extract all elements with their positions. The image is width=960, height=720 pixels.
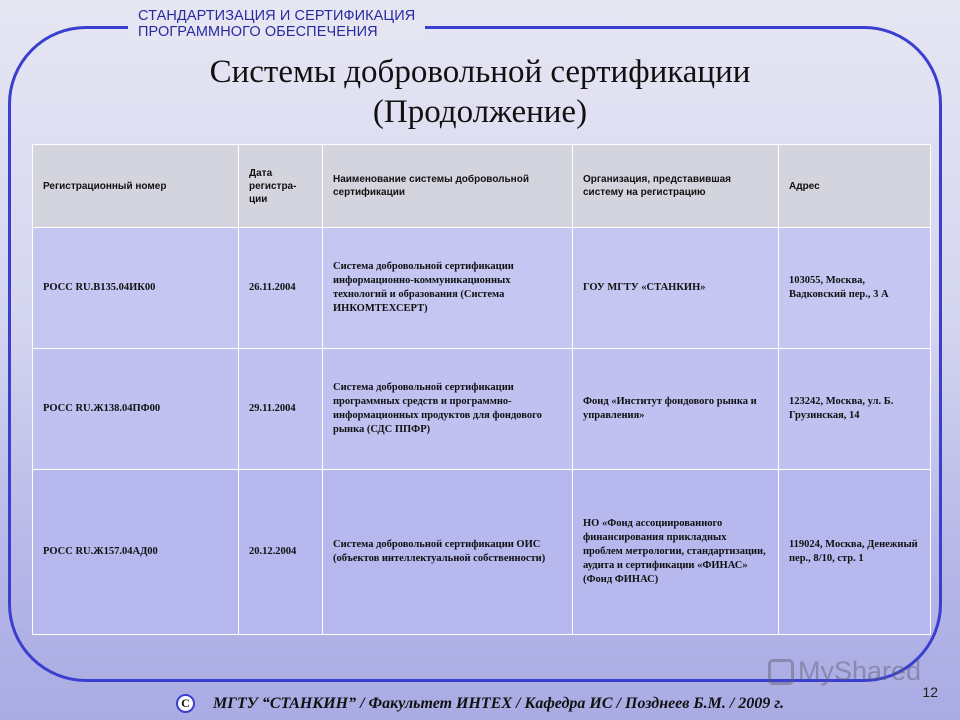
cell-address: 123242, Москва, ул. Б. Грузинская, 14	[779, 349, 931, 470]
cell-registration-date: 26.11.2004	[239, 228, 323, 349]
table-row	[33, 228, 931, 349]
cell-system-name: Система добровольной сертификации ОИС (объектов интеллектуальной собственности)	[323, 470, 573, 635]
course-header-line-2: ПРОГРАММНОГО ОБЕСПЕЧЕНИЯ	[138, 24, 378, 40]
table-row	[33, 470, 931, 635]
slide-title-line-2: (Продолжение)	[372, 94, 588, 130]
cell-system-name: Система добровольной сертификации информационно-коммуникационных технологий и образования (Система ИНКОМТЕХСЕРТ)	[323, 228, 573, 349]
header-registration-number: Регистрационный номер	[33, 145, 239, 228]
cell-registration-number: РОСС RU.Ж157.04АД00	[33, 470, 239, 635]
cell-registration-number: РОСС RU.В135.04ИК00	[33, 228, 239, 349]
table-header-row	[33, 145, 931, 228]
header-organization: Организация, представившая систему на регистрацию	[573, 145, 779, 228]
cell-address: 103055, Москва, Вадковский пер., 3 А	[779, 228, 931, 349]
cell-system-name: Система добровольной сертификации программных средств и программно-информационных продуктов для фондового рынка (СДС ППФР)	[323, 349, 573, 470]
course-header	[128, 8, 425, 40]
cell-organization: ГОУ МГТУ «СТАНКИН»	[573, 228, 779, 349]
cell-registration-number: РОСС RU.Ж138.04ПФ00	[33, 349, 239, 470]
slide-title	[0, 52, 960, 132]
cell-address: 119024, Москва, Денежный пер., 8/10, стр. 1	[779, 470, 931, 635]
slide-title-line-1: Системы добровольной сертификации	[209, 54, 751, 90]
header-registration-date: Дата регистра-ции	[239, 145, 323, 228]
header-address: Адрес	[779, 145, 931, 228]
header-system-name: Наименование системы добровольной сертификации	[323, 145, 573, 228]
page-number: 12	[922, 684, 938, 700]
table-row	[33, 349, 931, 470]
cell-organization: НО «Фонд ассоциированного финансирования прикладных проблем метрологии, стандартизации, аудита и сертификации «ФИНАС» (Фонд ФИНАС)	[573, 470, 779, 635]
certification-systems-table	[32, 144, 931, 635]
watermark-icon	[768, 659, 794, 685]
watermark	[768, 656, 921, 687]
course-header-line-1: СТАНДАРТИЗАЦИЯ И СЕРТИФИКАЦИЯ	[138, 8, 416, 24]
slide-footer	[0, 694, 960, 713]
cell-organization: Фонд «Институт фондового рынка и управления»	[573, 349, 779, 470]
footer-text: МГТУ “СТАНКИН” / Факультет ИНТЕХ / Кафедра ИС / Позднеев Б.М. / 2009 г.	[213, 694, 784, 712]
cell-registration-date: 20.12.2004	[239, 470, 323, 635]
cell-registration-date: 29.11.2004	[239, 349, 323, 470]
copyright-icon: C	[176, 694, 195, 713]
watermark-text: MyShared	[798, 656, 922, 686]
